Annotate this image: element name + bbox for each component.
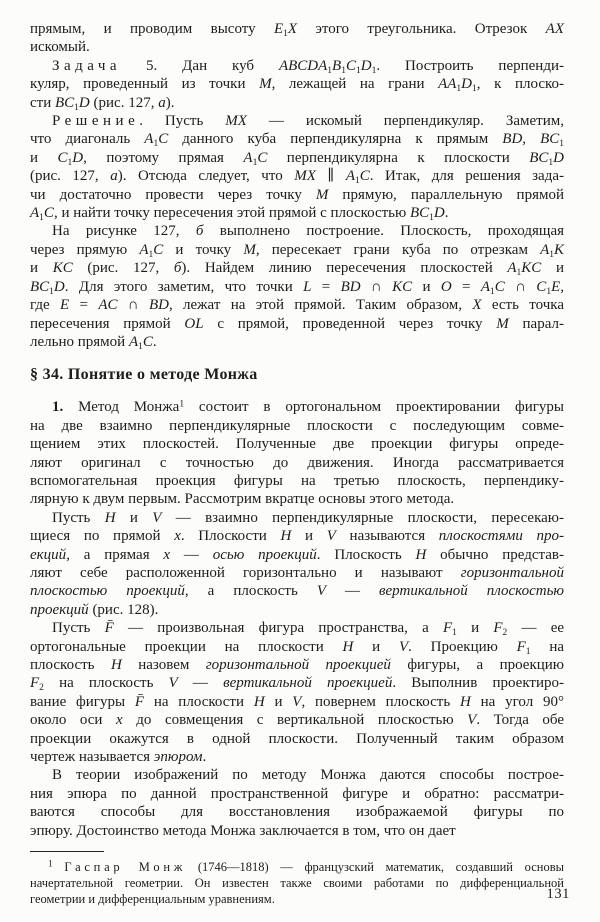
text-line: $BC_1D$. Для этого заметим, что точки L = BD ∩ KC и $O = A_1C$ ∩ $C_1E$,	[30, 278, 564, 297]
paragraph	[30, 222, 564, 351]
text-block-bottom	[30, 398, 564, 840]
text-line: ния эпюра по данной пространственной фигуре и обратно: рассматри-	[30, 785, 564, 802]
text-line: где E = AC ∩ BD, лежат на этой прямой. Таким образом, X есть точка	[30, 297, 564, 314]
text-line: и KC (рис. 127, б). Найдем линию пересечения плоскостей $A_1KC$ и	[30, 260, 564, 279]
text-line: пересечения прямой OL с прямой, проведенной через точку M парал-	[30, 315, 564, 332]
paragraph	[30, 619, 564, 766]
page-number: 131	[546, 886, 570, 902]
text-line: геометрии и дифференциальным уравнениям.	[30, 892, 275, 907]
text-line: куляр, проведенный из точки M, лежащей на грани $AA_1D_1$, к плоско-	[30, 76, 565, 95]
text-line: 1. Метод Монжа$^1$ состоит в ортогональном проектировании фигуры	[52, 399, 564, 416]
text-line: что диагональ $A_1C$ данного куба перпендикулярна к прямым BD, $BC_1$	[30, 131, 565, 150]
text-line: В теории изображений по методу Монжа даются способы построе-	[52, 767, 564, 784]
text-block-top	[30, 20, 564, 351]
footnote-divider	[30, 851, 104, 852]
text-line: На рисунке 127, б выполнено построение. Плоскость, проходящая	[52, 223, 565, 240]
text-line: $^1$ Гаспар Монж (1746—1818) — французский математик, создавший основы	[48, 859, 564, 875]
text-line: вспомогательная проекция фигуры на третью плоскость, перпендику-	[30, 472, 564, 489]
text-line: вание фигуры F̄ на плоскости H и V, повернем плоскость H на угол 90°	[30, 693, 565, 710]
text-line: лельно прямой $A_1C$.	[30, 333, 157, 352]
text-line: ляют себе расположенной горизонтально и называют горизонтальной	[30, 564, 564, 581]
text-line: (рис. 127, а). Отсюда следует, что MX ∥ $A_1C$. Итак, для решения зада-	[30, 168, 564, 187]
text-line: проекций (рис. 128).	[30, 601, 159, 618]
text-line: начертательной геометрии. Он известен также своими работами по дифференциальной	[30, 876, 564, 891]
paragraph	[30, 766, 564, 840]
text-line: сти $BC_1D$ (рис. 127, а).	[30, 94, 175, 113]
text-line: и $C_1D$, поэтому прямая $A_1C$ перпендикулярна к плоскости $BC_1D$	[30, 149, 565, 168]
text-column	[30, 20, 564, 908]
text-line: лярную к двум первым. Рассмотрим вкратце основы этого метода.	[30, 491, 455, 508]
text-line: на две взаимно перпендикулярные плоскости с последующим совме-	[30, 417, 564, 434]
paragraph	[30, 859, 564, 908]
text-line: проекции окажутся в одной плоскости. Полученный таким образом	[30, 730, 564, 747]
text-line: чи достаточно провести через точку M прямую, параллельную прямой	[30, 186, 564, 203]
text-line: плоскостью проекций, а плоскость V — вертикальной плоскостью	[30, 583, 564, 600]
text-line: Пусть F̄ — произвольная фигура пространства, а $F_1$ и $F_2$ — ее	[52, 620, 565, 639]
text-line: через прямую $A_1C$ и точку M, пересекает грани куба по отрезкам $A_1K$	[30, 241, 564, 260]
text-line: плоскость H назовем горизонтальной проекцией фигуры, а проекцию	[30, 657, 564, 673]
paragraph	[30, 112, 564, 222]
paragraph	[30, 398, 564, 508]
text-line: ляют оригинал с точностью до движения. Иногда рассматривается	[30, 454, 564, 471]
paragraph	[30, 57, 564, 112]
text-line: около оси x до совмещения с вертикальной плоскостью V. Тогда обе	[30, 712, 565, 729]
text-line: $F_2$ на плоскость V — вертикальной проекцией. Выполнив проектиро-	[30, 675, 564, 694]
text-line: екций, а прямая x — осью проекций. Плоскость H обычно представ-	[30, 546, 564, 563]
text-line: искомый.	[30, 39, 90, 56]
text-line: эпюру. Достоинство метода Монжа заключается в том, что он дает	[30, 822, 456, 839]
text-line: Задача 5. Дан куб $ABCDA_1B_1C_1D_1$. Построить перпенди-	[52, 57, 564, 76]
text-line: ортогональные проекции на плоскости H и V. Проекцию $F_1$ на	[30, 638, 564, 657]
text-line: $A_1C$, и найти точку пересечения этой прямой с плоскостью $BC_1D$.	[30, 205, 449, 224]
section-heading: § 34. Понятие о методе Монжа	[30, 366, 258, 384]
paragraph	[30, 509, 564, 619]
text-line: Пусть H и V — взаимно перпендикулярные плоскости, пересекаю-	[52, 509, 564, 526]
text-line: щиеся по прямой x. Плоскости H и V называются плоскостями про-	[30, 528, 565, 545]
paragraph	[30, 20, 564, 57]
text-line: ваются способы для восстановления изображаемой фигуры по	[30, 804, 564, 821]
text-line: чертеж называется эпюром.	[30, 749, 207, 766]
footnote-text	[30, 859, 564, 908]
text-line: щением этих плоскостей. Полученные две проекции фигуры опреде-	[30, 436, 564, 453]
text-line: прямым, и проводим высоту $E_1X$ этого треугольника. Отрезок AX	[30, 21, 564, 39]
footnote	[30, 851, 564, 908]
text-line: Решение. Пусть MX — искомый перпендикуляр. Заметим,	[52, 113, 564, 130]
